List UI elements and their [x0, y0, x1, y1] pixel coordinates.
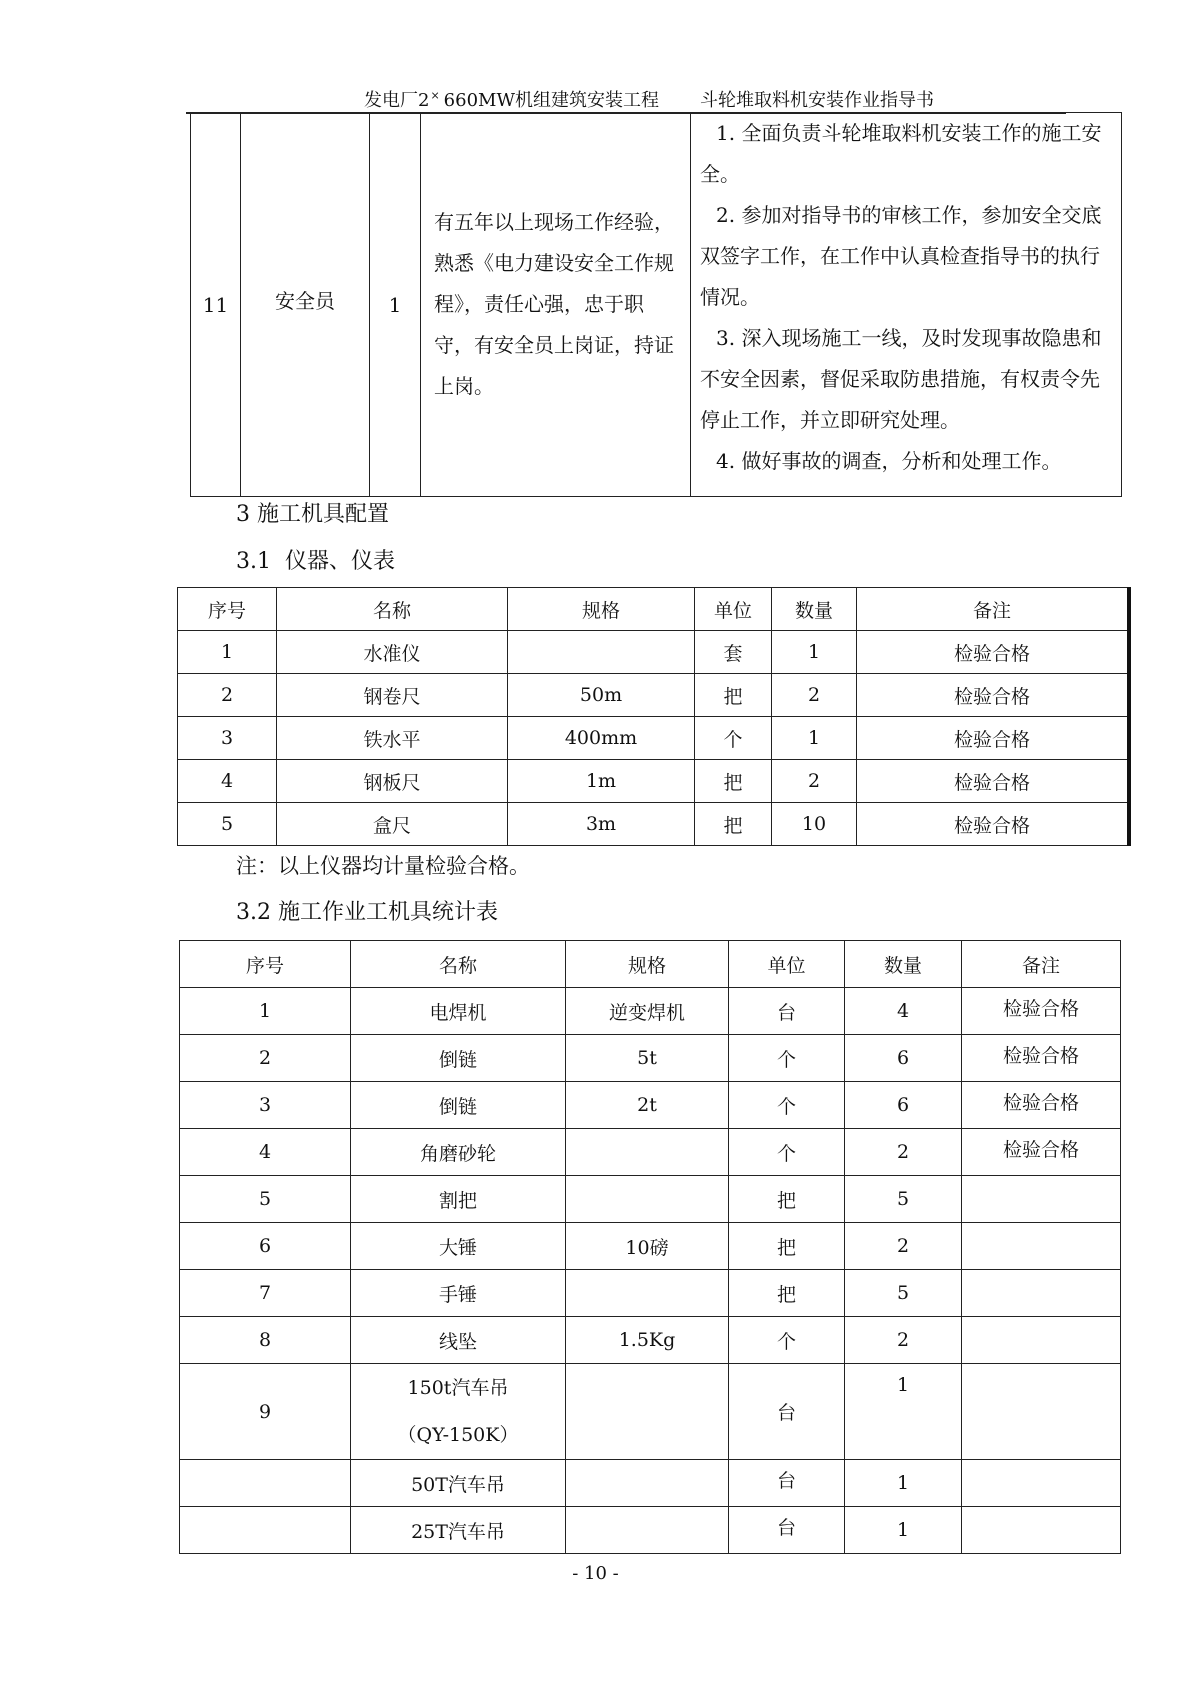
- cell: 1: [845, 1507, 962, 1554]
- cell: [962, 1507, 1121, 1554]
- cell: [566, 1176, 729, 1223]
- cell: 2: [772, 674, 857, 717]
- cell: 6: [180, 1223, 351, 1270]
- table-row: [178, 803, 1130, 846]
- table-row: [180, 1176, 1121, 1223]
- cell: 5t: [566, 1035, 729, 1082]
- cell: 9: [180, 1364, 351, 1460]
- cell: 7: [180, 1270, 351, 1317]
- cell: 个: [695, 717, 772, 760]
- col-header: 名称: [277, 588, 508, 631]
- cell: 2: [772, 760, 857, 803]
- cell: 检验合格: [857, 760, 1130, 803]
- cell: [508, 631, 695, 674]
- staff-count: 1: [370, 113, 421, 497]
- cell: 台: [729, 1364, 845, 1460]
- cell: 钢板尺: [277, 760, 508, 803]
- cell: 个: [729, 1035, 845, 1082]
- cell: 5: [845, 1176, 962, 1223]
- cell: 把: [729, 1270, 845, 1317]
- table-row: [178, 760, 1130, 803]
- col-header: 数量: [845, 941, 962, 988]
- duty-item: 2. 参加对指导书的审核工作，参加安全交底双签字工作，在工作中认真检查指导书的执行情况。: [700, 203, 1102, 309]
- cell: 2: [845, 1129, 962, 1176]
- cell: [962, 1035, 1121, 1082]
- tool-table: [179, 940, 1121, 1554]
- header-document-title: 斗轮堆取料机安装作业指导书: [700, 90, 934, 111]
- cell: [962, 1270, 1121, 1317]
- crane-model: （QY-150K）: [397, 1423, 519, 1446]
- table-row: [178, 717, 1130, 760]
- cell: 铁水平: [277, 717, 508, 760]
- cell: [566, 1364, 729, 1460]
- table-row: [180, 988, 1121, 1035]
- duty-item: 1. 全面负责斗轮堆取料机安装工作的施工安全。: [700, 121, 1102, 186]
- remark-text: 检验合格: [1002, 1044, 1079, 1067]
- col-header: 序号: [178, 588, 277, 631]
- col-header: 单位: [729, 941, 845, 988]
- col-header: 备注: [857, 588, 1130, 631]
- cell: 台: [729, 1460, 845, 1507]
- cell: 6: [845, 1035, 962, 1082]
- cell: 2: [178, 674, 277, 717]
- cell: 1: [845, 1364, 962, 1460]
- cell: 2t: [566, 1082, 729, 1129]
- cell: [962, 988, 1121, 1035]
- cell: 3: [178, 717, 277, 760]
- cell: [962, 1176, 1121, 1223]
- table-row: [180, 1270, 1121, 1317]
- col-header: 名称: [351, 941, 566, 988]
- staff-no: 11: [191, 113, 241, 497]
- remark-text: 检验合格: [1002, 1138, 1079, 1161]
- table-row: [180, 1223, 1121, 1270]
- cell: 线坠: [351, 1317, 566, 1364]
- cell: 个: [729, 1129, 845, 1176]
- cell: 手锤: [351, 1270, 566, 1317]
- cell: 3: [180, 1082, 351, 1129]
- staff-duties: [691, 113, 1122, 497]
- cell: 1: [178, 631, 277, 674]
- cell: 个: [729, 1082, 845, 1129]
- section-3-title: 3 施工机具配置: [236, 502, 389, 527]
- cell: 4: [845, 988, 962, 1035]
- cell: 1: [772, 631, 857, 674]
- remark-text: 检验合格: [1002, 997, 1079, 1020]
- cell: 2: [845, 1317, 962, 1364]
- staff-role: 安全员: [241, 113, 370, 497]
- table-header-row: [180, 941, 1121, 988]
- cell: 水准仪: [277, 631, 508, 674]
- cell: 倒链: [351, 1035, 566, 1082]
- cell: 把: [729, 1223, 845, 1270]
- staff-table: [190, 112, 1122, 497]
- cell: [962, 1317, 1121, 1364]
- cell: 台: [729, 988, 845, 1035]
- cell: 4: [180, 1129, 351, 1176]
- cell: 电焊机: [351, 988, 566, 1035]
- table-row: [191, 113, 1122, 497]
- cell: [566, 1129, 729, 1176]
- cell: 把: [695, 674, 772, 717]
- cell: [566, 1270, 729, 1317]
- duty-item: 4. 做好事故的调查，分析和处理工作。: [716, 449, 1062, 473]
- cell: 50T汽车吊: [351, 1460, 566, 1507]
- instrument-table: [177, 587, 1131, 846]
- cell: 1: [772, 717, 857, 760]
- staff-requirements: 有五年以上现场工作经验，熟悉《电力建设安全工作规程》，责任心强，忠于职守，有安全员上岗证，持证上岗。: [421, 113, 691, 497]
- table-row: [178, 674, 1130, 717]
- table-row: [180, 1129, 1121, 1176]
- running-header: [186, 84, 1066, 114]
- cell: [351, 1364, 566, 1460]
- col-header: 规格: [566, 941, 729, 988]
- cell: 倒链: [351, 1082, 566, 1129]
- section-3-2-title: 3.2 施工作业工机具统计表: [236, 900, 498, 925]
- table-header-row: [178, 588, 1130, 631]
- cell: 套: [695, 631, 772, 674]
- cell: 逆变焊机: [566, 988, 729, 1035]
- instrument-note: 注：以上仪器均计量检验合格。: [236, 854, 530, 878]
- cell: 角磨砂轮: [351, 1129, 566, 1176]
- cell: 50m: [508, 674, 695, 717]
- cell: 8: [180, 1317, 351, 1364]
- cell: 钢卷尺: [277, 674, 508, 717]
- cell: 检验合格: [857, 803, 1130, 846]
- cell: 3m: [508, 803, 695, 846]
- cell: [180, 1460, 351, 1507]
- cell: 把: [729, 1176, 845, 1223]
- cell: 400mm: [508, 717, 695, 760]
- table-row: [180, 1507, 1121, 1554]
- remark-text: 检验合格: [1002, 1091, 1079, 1114]
- cell: 个: [729, 1317, 845, 1364]
- header-project-title: 发电厂2× 660MW机组建筑安装工程: [364, 89, 659, 111]
- cell: 5: [178, 803, 277, 846]
- col-header: 规格: [508, 588, 695, 631]
- col-header: 备注: [962, 941, 1121, 988]
- cell: 5: [180, 1176, 351, 1223]
- table-row: [180, 1460, 1121, 1507]
- cell: 检验合格: [857, 717, 1130, 760]
- cell: 2: [845, 1223, 962, 1270]
- cell: 1: [845, 1460, 962, 1507]
- cell: 检验合格: [857, 674, 1130, 717]
- cell: 把: [695, 760, 772, 803]
- cell: 割把: [351, 1176, 566, 1223]
- cell: 盒尺: [277, 803, 508, 846]
- crane-name: 150t汽车吊: [407, 1376, 509, 1399]
- page-number: - 10 -: [572, 1563, 619, 1584]
- cell: 2: [180, 1035, 351, 1082]
- col-header: 数量: [772, 588, 857, 631]
- cell: 台: [729, 1507, 845, 1554]
- cell: [962, 1364, 1121, 1460]
- cell: 1: [180, 988, 351, 1035]
- section-3-1-title: 3.1 仪器、仪表: [236, 549, 395, 574]
- cell: [962, 1460, 1121, 1507]
- col-header: 序号: [180, 941, 351, 988]
- cell: 把: [695, 803, 772, 846]
- cell: 大锤: [351, 1223, 566, 1270]
- cell: [566, 1460, 729, 1507]
- cell: [962, 1223, 1121, 1270]
- table-row: [180, 1364, 1121, 1460]
- cell: 5: [845, 1270, 962, 1317]
- cell: 1m: [508, 760, 695, 803]
- duty-item: 3. 深入现场施工一线，及时发现事故隐患和不安全因素，督促采取防患措施，有权责令先停止工作，并立即研究处理。: [700, 326, 1102, 432]
- cell: 6: [845, 1082, 962, 1129]
- cell: 检验合格: [857, 631, 1130, 674]
- cell: 4: [178, 760, 277, 803]
- cell: 25T汽车吊: [351, 1507, 566, 1554]
- cell: [566, 1507, 729, 1554]
- table-row: [178, 631, 1130, 674]
- cell: 10磅: [566, 1223, 729, 1270]
- cell: 10: [772, 803, 857, 846]
- cell: [180, 1507, 351, 1554]
- cell: 1.5Kg: [566, 1317, 729, 1364]
- table-row: [180, 1035, 1121, 1082]
- table-row: [180, 1317, 1121, 1364]
- col-header: 单位: [695, 588, 772, 631]
- cell: [962, 1082, 1121, 1129]
- cell: [962, 1129, 1121, 1176]
- table-row: [180, 1082, 1121, 1129]
